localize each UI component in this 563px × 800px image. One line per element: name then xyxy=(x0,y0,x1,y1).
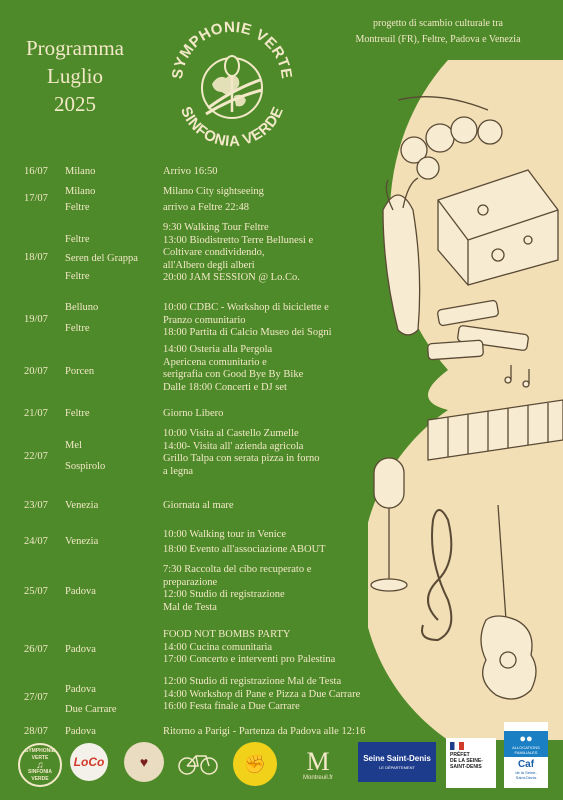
prefet-text: SAINT-DENIS xyxy=(450,764,482,770)
city: Milano xyxy=(65,186,96,197)
project-description xyxy=(318,16,558,48)
french-flag-icon xyxy=(450,742,464,750)
city: Milano xyxy=(65,166,96,177)
event: 18:00 Partita di Calcio Museo dei Sogni xyxy=(163,327,332,338)
event: serigrafia con Good Bye By Bike xyxy=(163,369,304,380)
row-events xyxy=(163,222,373,285)
row-date: 17/07 xyxy=(24,193,48,204)
row-date: 22/07 xyxy=(24,451,48,462)
microphone-icon: ♫ xyxy=(36,759,44,771)
prefet-text: DE LA SEINE- xyxy=(450,758,483,764)
row-date: 19/07 xyxy=(24,314,48,325)
city: Belluno xyxy=(65,302,99,313)
event: preparazione xyxy=(163,576,218,588)
event: 12:00 Studio di registrazione Mal de Testa xyxy=(163,676,342,687)
city: Feltre xyxy=(65,234,90,245)
caf-text: Saint-Denis xyxy=(515,774,537,780)
row-cities xyxy=(65,536,98,549)
row-date: 26/07 xyxy=(24,644,48,655)
row-date: 18/07 xyxy=(24,252,48,263)
row-events xyxy=(163,428,373,478)
row-date: 20/07 xyxy=(24,366,48,377)
event: Arrivo 16:50 xyxy=(163,166,218,177)
row-cities xyxy=(65,644,96,657)
event: 14:00- Visita all' azienda agricola xyxy=(163,440,304,452)
row-cities xyxy=(65,408,90,421)
event: 14:00 Osteria alla Pergola xyxy=(163,344,273,355)
prefet-logo xyxy=(446,738,496,788)
event: Dalle 18:00 Concerti e DJ set xyxy=(163,381,287,393)
city: Mel xyxy=(65,440,82,451)
row-events xyxy=(163,166,373,179)
event: a legna xyxy=(163,465,194,477)
row-cities xyxy=(65,302,98,335)
event: Apericena comunitario e xyxy=(163,356,267,368)
event: Mal de Testa xyxy=(163,601,217,613)
row-cities xyxy=(65,186,95,214)
row-cities xyxy=(65,366,94,379)
row-date: 24/07 xyxy=(24,536,48,547)
montreuil-logo xyxy=(290,744,346,786)
row-events xyxy=(163,302,373,340)
city: Padova xyxy=(65,644,96,655)
row-date: 25/07 xyxy=(24,586,48,597)
bike-logo xyxy=(176,746,220,780)
row-events xyxy=(163,529,373,556)
row-events xyxy=(163,629,373,667)
event: 13:00 Biodistretto Terre Bellunesi e xyxy=(163,234,314,246)
row-events xyxy=(163,676,373,714)
montreuil-text: Montreuil.fr xyxy=(302,775,333,781)
row-date: 16/07 xyxy=(24,166,48,177)
row-events xyxy=(163,408,373,421)
city: Porcen xyxy=(65,366,95,377)
event: Milano City sightseeing xyxy=(163,186,264,197)
loco-text: LoCo xyxy=(73,755,105,769)
row-events xyxy=(163,186,373,214)
logo-top-text: SYMPHONIE VERTE xyxy=(168,18,296,81)
event: Coltivare condividendo, xyxy=(163,247,265,258)
event: 7:30 Raccolta del cibo recuperato e xyxy=(163,564,312,575)
row-date: 27/07 xyxy=(24,692,48,703)
event: Ritorno a Parigi - Partenza da Padova alle 12:16 xyxy=(163,726,366,737)
row-events xyxy=(163,726,373,739)
family-icon: ●● xyxy=(519,732,533,745)
badge-text: SINFONIA VERDE xyxy=(28,768,52,782)
event: Giorno Libero xyxy=(163,408,224,419)
seine-subtext: LE DÉPARTEMENT xyxy=(379,765,415,770)
event: 14:00 Cucina comunitaria xyxy=(163,641,273,653)
event: 9:30 Walking Tour Feltre xyxy=(163,222,269,233)
row-cities xyxy=(65,166,95,179)
city: Padova xyxy=(65,586,96,597)
row-events xyxy=(163,344,373,394)
event: Grillo Talpa con serata pizza in forno xyxy=(163,453,320,464)
row-events xyxy=(163,564,373,614)
city: Venezia xyxy=(65,536,99,547)
event: FOOD NOT BOMBS PARTY xyxy=(163,629,291,640)
loco-logo xyxy=(70,743,108,781)
row-date: 23/07 xyxy=(24,500,48,511)
city: Feltre xyxy=(65,201,90,213)
seine-saint-denis-logo xyxy=(358,742,436,782)
prefet-text: PRÉFET xyxy=(450,752,470,758)
row-events xyxy=(163,500,373,513)
event: Pranzo comunitario xyxy=(163,314,246,326)
partner-logos xyxy=(0,732,563,800)
caf-header xyxy=(504,731,548,757)
event: arrivo a Feltre 22:48 xyxy=(163,201,250,213)
city: Feltre xyxy=(65,271,90,282)
logo-bottom-text: SINFONIA VERDE xyxy=(176,104,288,151)
event: all'Albero degli alberi xyxy=(163,259,255,271)
caf-text: de la Seine- xyxy=(515,769,537,775)
city: Venezia xyxy=(65,500,99,511)
row-cities xyxy=(65,500,98,513)
badge-text: SYMPHONIE VERTE xyxy=(24,747,55,761)
symphonie-verte-badge xyxy=(18,743,62,787)
illustration-decor xyxy=(368,60,563,740)
event: Giornata al mare xyxy=(163,500,234,511)
title-line: Programma xyxy=(26,36,124,60)
city: Padova xyxy=(65,684,96,695)
city: Due Carrare xyxy=(65,703,117,715)
row-cities xyxy=(65,440,105,473)
row-date: 28/07 xyxy=(24,726,48,737)
row-cities xyxy=(65,684,117,716)
event: 12:00 Studio di registrazione xyxy=(163,589,285,600)
city: Feltre xyxy=(65,322,90,334)
city: Seren del Grappa xyxy=(65,252,138,264)
event: 16:00 Festa finale a Due Carrare xyxy=(163,701,300,712)
row-cities xyxy=(65,726,96,739)
event: 20:00 JAM SESSION @ Lo.Co. xyxy=(163,272,300,283)
event: 10:00 Visita al Castello Zumelle xyxy=(163,428,299,439)
project-line: Montreuil (FR), Feltre, Padova e Venezia xyxy=(355,34,521,45)
row-date: 21/07 xyxy=(24,408,48,419)
row-cities xyxy=(65,586,96,599)
city: Padova xyxy=(65,726,96,737)
partner-shield-logo xyxy=(124,742,164,782)
caf-text: FAMILIALES xyxy=(514,749,538,755)
project-line: progetto di scambio culturale tra xyxy=(373,18,503,29)
program-title xyxy=(10,34,140,118)
montreuil-mark-icon: M xyxy=(306,747,330,776)
city: Feltre xyxy=(65,408,90,419)
row-cities xyxy=(65,234,138,284)
title-line: 2025 xyxy=(54,92,96,116)
caf-text: ALLOCATIONS xyxy=(512,744,540,750)
food-not-bombs-logo xyxy=(233,742,277,786)
heart-icon: ♥ xyxy=(139,754,149,770)
event: 10:00 Walking tour in Venice xyxy=(163,529,287,540)
event: 17:00 Concerto e interventi pro Palestina xyxy=(163,654,336,665)
event: 14:00 Workshop di Pane e Pizza a Due Carrare xyxy=(163,688,361,700)
title-line: Luglio xyxy=(47,64,103,88)
event: 10:00 CDBC - Workshop di biciclette e xyxy=(163,302,329,313)
seine-text: Seine Saint-Denis xyxy=(363,754,431,763)
symphonie-verte-logo xyxy=(168,12,296,160)
event: 18:00 Evento all'associazione ABOUT xyxy=(163,543,326,555)
caf-text: Caf xyxy=(517,758,535,770)
caf-logo xyxy=(504,722,548,788)
city: Sospirolo xyxy=(65,460,106,472)
fist-icon: ✊ xyxy=(243,753,267,774)
